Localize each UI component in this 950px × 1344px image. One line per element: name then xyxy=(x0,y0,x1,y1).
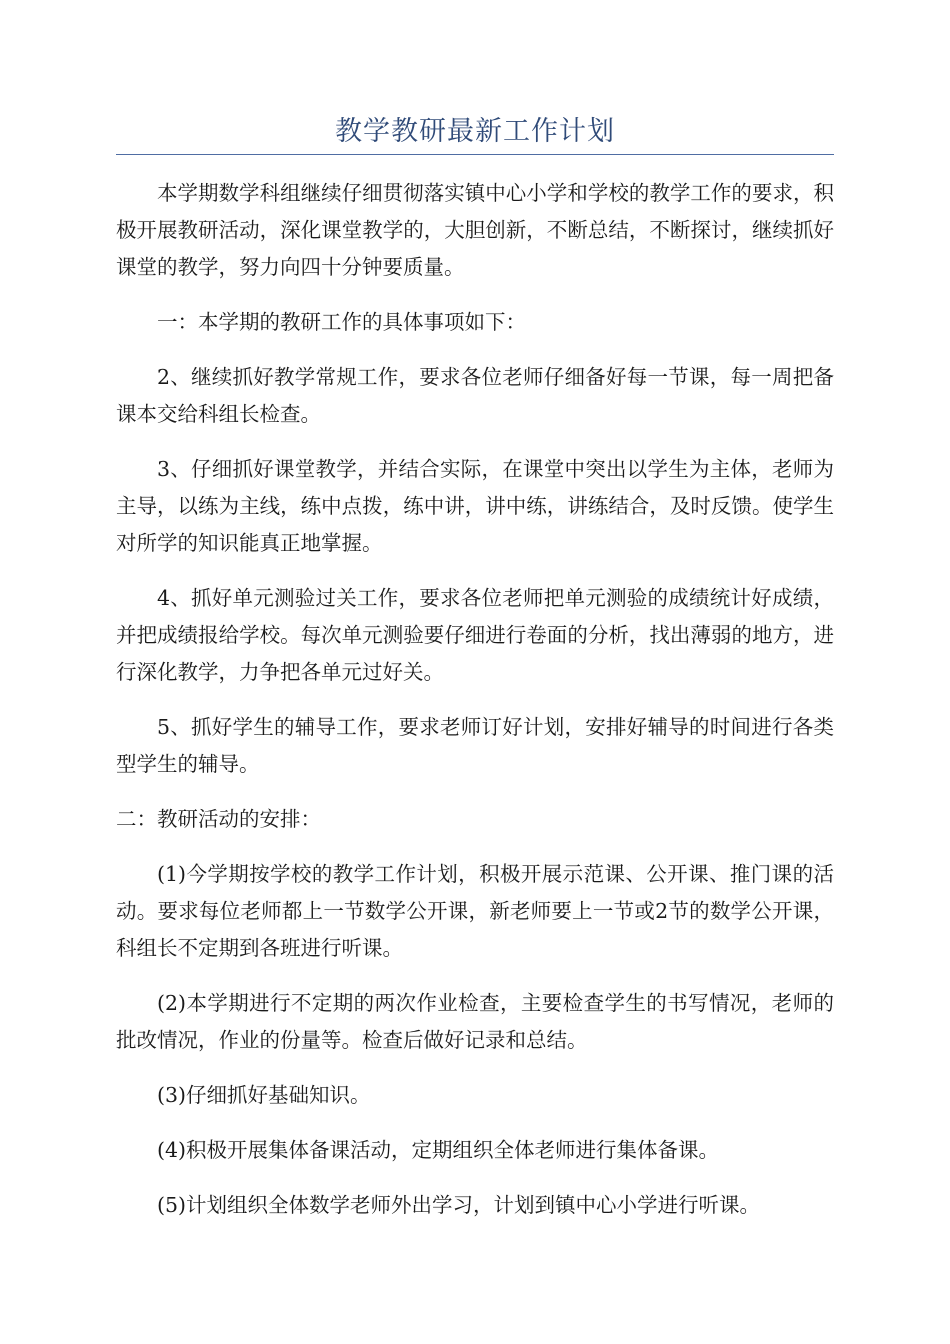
paragraph-activity-2: (2)本学期进行不定期的两次作业检查，主要检查学生的书写情况，老师的批改情况，作业的份量等。检查后做好记录和总结。 xyxy=(116,991,834,1052)
document-body xyxy=(116,175,834,1242)
paragraph-activity-5: (5)计划组织全体数学老师外出学习，计划到镇中心小学进行听课。 xyxy=(157,1193,761,1217)
paragraph-activity-3: (3)仔细抓好基础知识。 xyxy=(157,1083,371,1107)
title-underline xyxy=(116,154,834,155)
section-heading-1: 一：本学期的教研工作的具体事项如下： xyxy=(157,310,526,334)
paragraph-item-4: 4、抓好单元测验过关工作，要求各位老师把单元测验的成绩统计好成绩，并把成绩报给学校。每次单元测验要仔细进行卷面的分析，找出薄弱的地方，进行深化教学，力争把各单元过好关。 xyxy=(116,586,834,684)
document-title: 教学教研最新工作计划 xyxy=(335,116,615,147)
paragraph-item-5: 5、抓好学生的辅导工作，要求老师订好计划，安排好辅导的时间进行各类型学生的辅导。 xyxy=(116,715,834,776)
paragraph-item-2: 2、继续抓好教学常规工作，要求各位老师仔细备好每一节课，每一周把备课本交给科组长检查。 xyxy=(116,365,834,426)
paragraph-activity-4: (4)积极开展集体备课活动，定期组织全体老师进行集体备课。 xyxy=(157,1138,720,1162)
section-heading-2: 二：教研活动的安排： xyxy=(116,807,321,831)
paragraph-activity-1: (1)今学期按学校的教学工作计划，积极开展示范课、公开课、推门课的活动。要求每位老师都上一节数学公开课，新老师要上一节或2节的数学公开课，科组长不定期到各班进行听课。 xyxy=(116,862,834,960)
paragraph-item-3: 3、仔细抓好课堂教学，并结合实际，在课堂中突出以学生为主体，老师为主导，以练为主线，练中点拨，练中讲，讲中练，讲练结合，及时反馈。使学生对所学的知识能真正地掌握。 xyxy=(116,457,834,555)
paragraph-intro: 本学期数学科组继续仔细贯彻落实镇中心小学和学校的教学工作的要求，积极开展教研活动，深化课堂教学的，大胆创新，不断总结，不断探讨，继续抓好课堂的教学，努力向四十分钟要质量。 xyxy=(116,181,834,279)
